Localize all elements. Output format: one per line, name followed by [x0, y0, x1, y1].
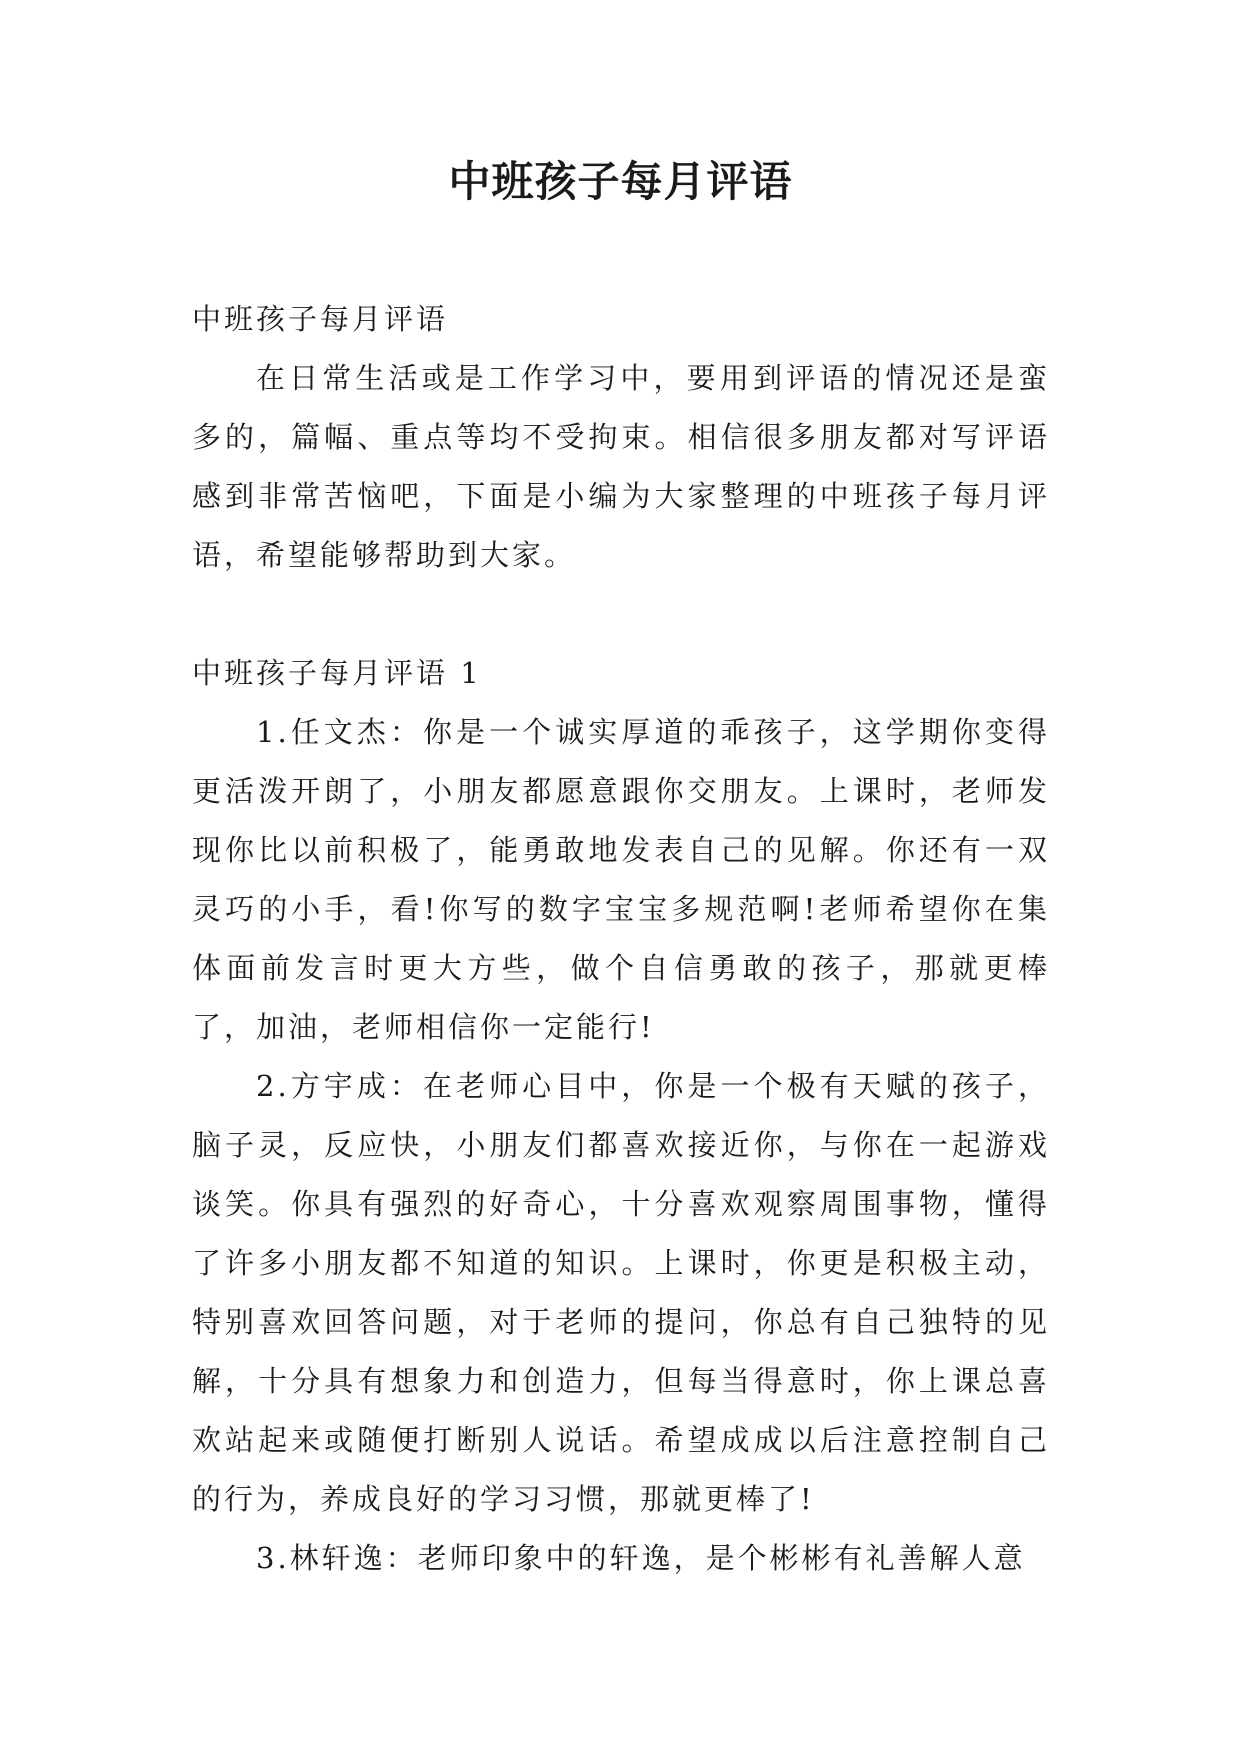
- section-heading: 中班孩子每月评语 1: [192, 656, 482, 690]
- paragraph-spacer: [192, 585, 1050, 644]
- comment-item-3: 3.林轩逸：老师印象中的轩逸，是个彬彬有礼善解人意: [256, 1541, 1026, 1575]
- comment-item-2: 2.方宇成：在老师心目中，你是一个极有天赋的孩子，脑子灵，反应快，小朋友们都喜欢接近你，与你在一起游戏谈笑。你具有强烈的好奇心，十分喜欢观察周围事物，懂得了许多小朋友都不知道的知识。上课时，你更是积极主动，特别喜欢回答问题，对于老师的提问，你总有自己独特的见解，十分具有想象力和创造力，但每当得意时，你上课总喜欢站起来或随便打断别人说话。希望成成以后注意控制自己的行为，养成良好的学习习惯，那就更棒了!: [192, 1069, 1050, 1516]
- document-subtitle: 中班孩子每月评语: [192, 302, 449, 336]
- intro-paragraph: 在日常生活或是工作学习中，要用到评语的情况还是蛮多的，篇幅、重点等均不受拘束。相信很多朋友都对写评语感到非常苦恼吧，下面是小编为大家整理的中班孩子每月评语，希望能够帮助到大家。: [192, 361, 1050, 572]
- document-title: 中班孩子每月评语: [448, 157, 793, 206]
- document-body: [192, 290, 1050, 1588]
- comment-item-1: 1.任文杰：你是一个诚实厚道的乖孩子，这学期你变得更活泼开朗了，小朋友都愿意跟你交朋友。上课时，老师发现你比以前积极了，能勇敢地发表自己的见解。你还有一双灵巧的小手，看!你写的数字宝宝多规范啊!老师希望你在集体面前发言时更大方些，做个自信勇敢的孩子，那就更棒了，加油，老师相信你一定能行!: [192, 715, 1050, 1044]
